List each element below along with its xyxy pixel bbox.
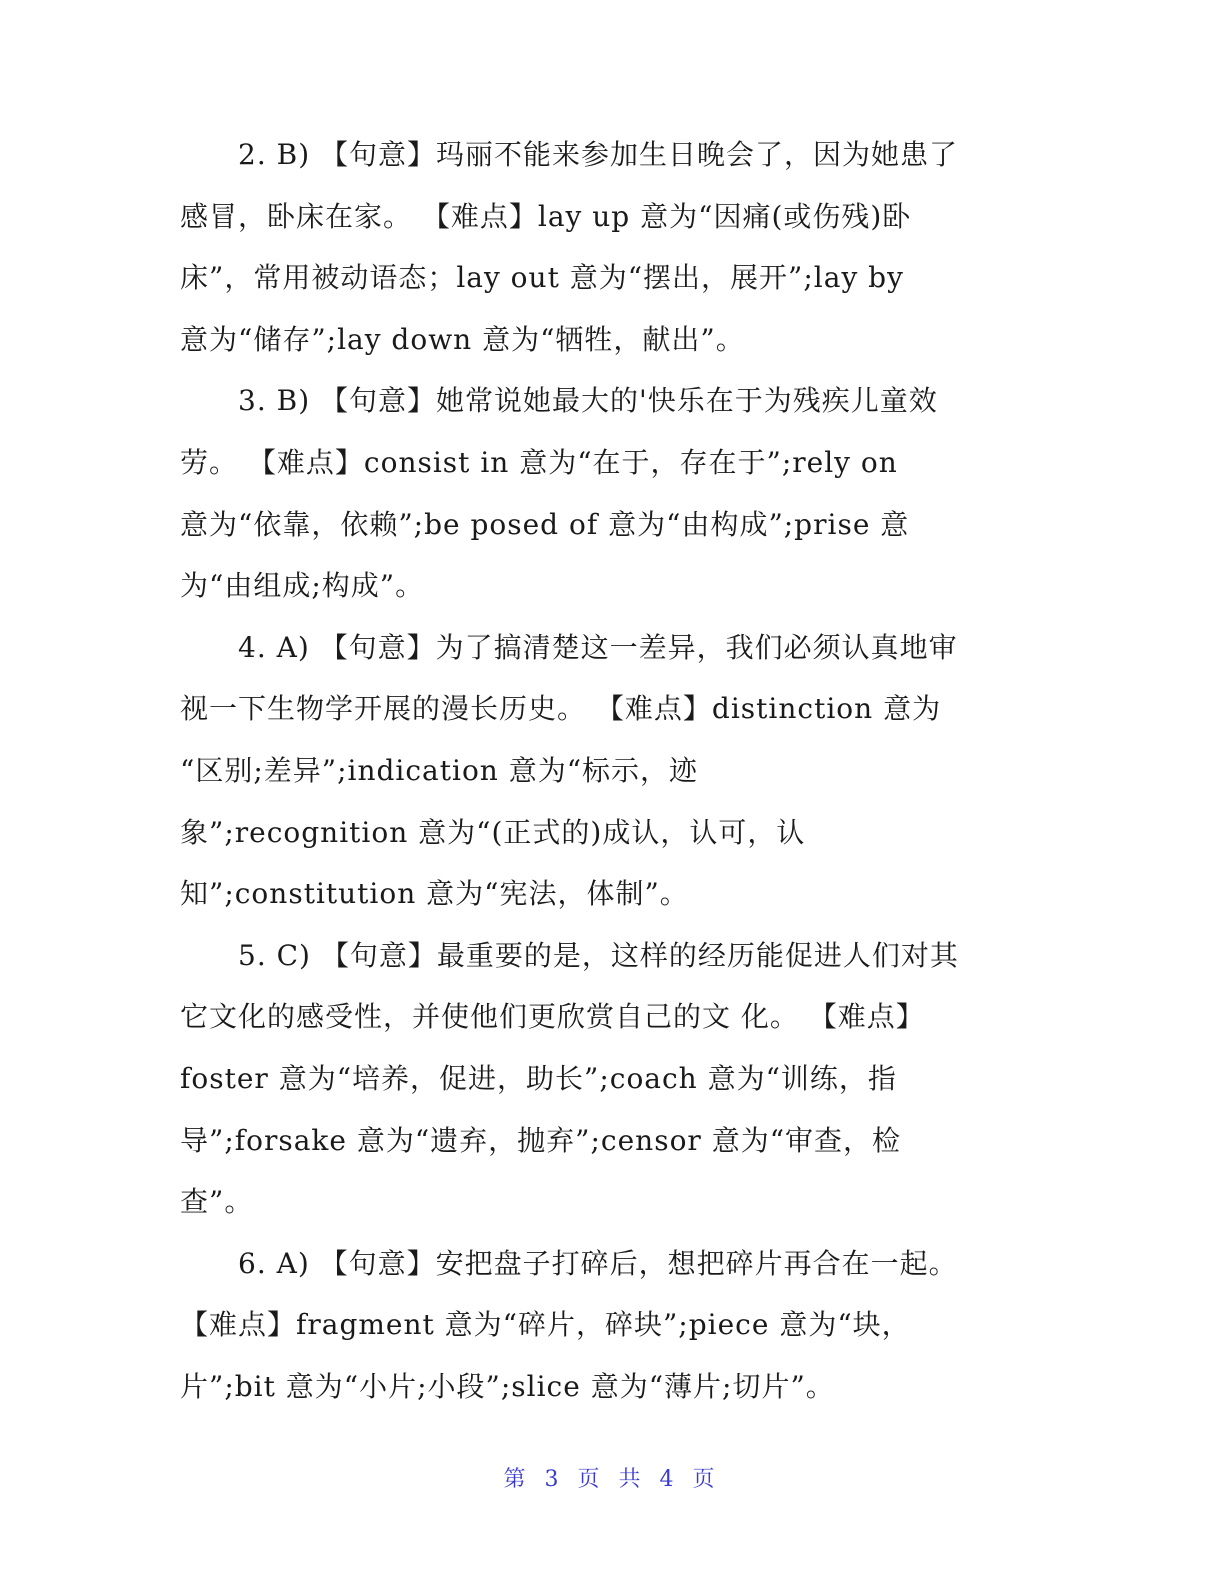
text-line: 视一下生物学开展的漫长历史。 【难点】distinction 意为: [180, 692, 942, 726]
text-line: 床”，常用被动语态；lay out 意为“摆出，展开”;lay by: [180, 261, 904, 295]
text-line: 意为“储存”;lay down 意为“牺牲，献出”。: [180, 322, 745, 356]
page-number-footer: 第 3 页 共 4 页: [503, 1467, 721, 1492]
text-line-item-4-start: 4. A) 【句意】为了搞清楚这一差异，我们必须认真地审: [238, 630, 958, 664]
text-line: 意为“依靠，依赖”;be posed of 意为“由构成”;prise 意: [180, 507, 910, 541]
text-line-item-5-start: 5. C) 【句意】最重要的是，这样的经历能促进人们对其: [238, 938, 959, 972]
document-body: [180, 124, 1040, 1417]
text-line: 象”;recognition 意为“(正式的)成认，认可，认: [180, 815, 806, 849]
text-line-item-6-start: 6. A) 【句意】安把盘子打碎后，想把碎片再合在一起。: [238, 1246, 958, 1280]
text-line: foster 意为“培养，促进，助长”;coach 意为“训练，指: [180, 1061, 897, 1095]
text-line-item-3-start: 3. B) 【句意】她常说她最大的'快乐在于为残疾儿童效: [238, 384, 938, 418]
text-line-item-2-start: 2. B) 【句意】玛丽不能来参加生日晚会了，因为她患了: [238, 138, 959, 171]
text-line: 它文化的感受性，并使他们更欣赏自己的文 化。 【难点】: [180, 1000, 925, 1034]
text-line: 劳。 【难点】consist in 意为“在于，存在于”;rely on: [180, 445, 898, 479]
text-line: 查”。: [180, 1185, 254, 1219]
text-line: 片”;bit 意为“小片;小段”;slice 意为“薄片;切片”。: [180, 1369, 835, 1403]
text-line: 感冒，卧床在家。 【难点】lay up 意为“因痛(或伤残)卧: [180, 199, 912, 233]
text-line: “区别;差异”;indication 意为“标示，迹: [180, 753, 699, 787]
text-line: 导”;forsake 意为“遗弃，抛弃”;censor 意为“审查，检: [180, 1123, 902, 1157]
text-line: 为“由组成;构成”。: [180, 569, 425, 603]
text-line: 知”;constitution 意为“宪法，体制”。: [180, 877, 689, 911]
text-line: 【难点】fragment 意为“碎片，碎块”;piece 意为“块，: [180, 1308, 911, 1342]
